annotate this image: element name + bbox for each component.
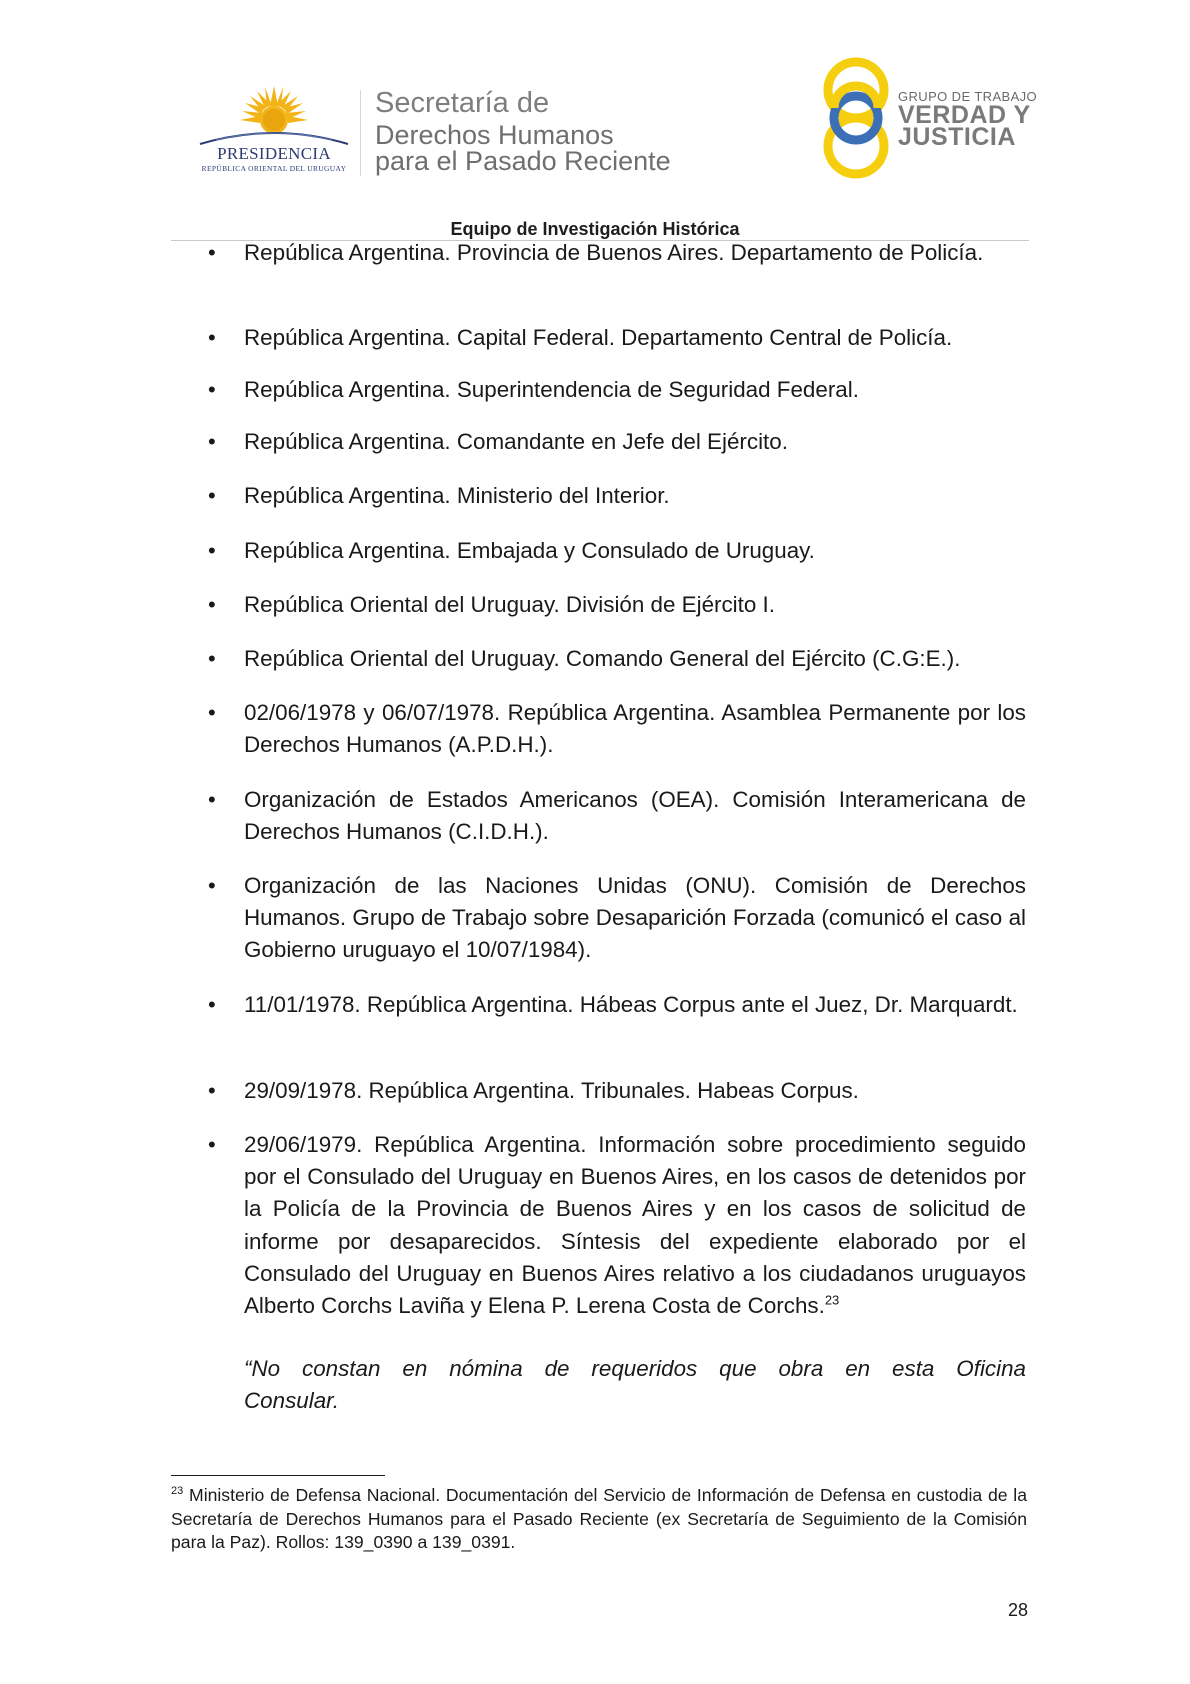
presidencia-label: PRESIDENCIA bbox=[217, 144, 331, 163]
list-item-text: Organización de Estados Americanos (OEA). Comisión Interamericana de Derechos Humanos (C.I.D.H.). bbox=[244, 787, 1026, 845]
justicia-label: JUSTICIA bbox=[898, 123, 1016, 151]
secretaria-subtitle-2: para el Pasado Reciente bbox=[375, 146, 671, 176]
list-item-text: República Argentina. Comandante en Jefe del Ejército. bbox=[244, 429, 788, 454]
list-item-text: República Argentina. Superintendencia de Seguridad Federal. bbox=[244, 377, 859, 402]
footnote bbox=[171, 1484, 1027, 1555]
presidencia-sublabel: REPÚBLICA ORIENTAL DEL URUGUAY bbox=[201, 164, 347, 173]
bullet: • bbox=[208, 240, 216, 265]
bullet: • bbox=[208, 325, 216, 350]
verdad-label: VERDAD Y bbox=[898, 101, 1031, 129]
bullet: • bbox=[208, 538, 216, 563]
list-item-text: República Argentina. Embajada y Consulado de Uruguay. bbox=[244, 538, 815, 563]
bullet: • bbox=[208, 873, 216, 898]
bullet: • bbox=[208, 787, 216, 812]
list-item-text: República Argentina. Capital Federal. Departamento Central de Policía. bbox=[244, 325, 953, 350]
footnote-number: 23 bbox=[171, 1485, 184, 1498]
bullet: • bbox=[208, 377, 216, 402]
list-item-main-text: 29/06/1979. República Argentina. Información sobre procedimiento seguido por el Consulado del Uruguay en Buenos Aires, en los casos de detenidos por la Policía de la Provincia de Buenos Aires y en los casos de solicitud de informe por desaparecidos. Síntesis del expediente elaborado por el Consulado del Uruguay en Buenos Aires relativo a los ciudadanos uruguayos Alberto Corchs Laviña y Elena P. Lerena Costa de Corchs. bbox=[244, 1132, 1026, 1319]
bullet: • bbox=[208, 646, 216, 671]
list-item-text bbox=[244, 1129, 1026, 1322]
list-item-text: 11/01/1978. República Argentina. Hábeas Corpus ante el Juez, Dr. Marquardt. bbox=[244, 992, 1018, 1017]
list-item-text: República Oriental del Uruguay. Comando General del Ejército (C.G:E.). bbox=[244, 646, 961, 671]
list-item-text: República Oriental del Uruguay. División de Ejército I. bbox=[244, 592, 775, 617]
grupo-trabajo-label: GRUPO DE TRABAJO bbox=[898, 89, 1038, 104]
footnote-rule bbox=[171, 1475, 385, 1476]
secretaria-title: Secretaría de bbox=[375, 87, 550, 119]
bullet: • bbox=[208, 429, 216, 454]
list-item-text: República Argentina. Ministerio del Interior. bbox=[244, 483, 670, 508]
bullet: • bbox=[208, 1078, 216, 1103]
bullet: • bbox=[208, 992, 216, 1017]
list-item-text: Organización de las Naciones Unidas (ONU). Comisión de Derechos Humanos. Grupo de Trabajo sobre Desaparición Forzada (comunicó el caso al Gobierno uruguayo el 10/07/1984). bbox=[244, 873, 1026, 963]
bullet: • bbox=[208, 483, 216, 508]
list-item-text: 02/06/1978 y 06/07/1978. República Argentina. Asamblea Permanente por los Derechos Humanos (A.P.D.H.). bbox=[244, 700, 1026, 758]
footnote-reference[interactable]: 23 bbox=[824, 1292, 840, 1308]
list-item-text: República Argentina. Provincia de Buenos Aires. Departamento de Policía. bbox=[244, 240, 984, 265]
bullet: • bbox=[208, 1132, 216, 1157]
header-divider bbox=[360, 90, 361, 176]
page-number: 28 bbox=[1007, 1600, 1028, 1620]
secretaria-subtitle-1: Derechos Humanos bbox=[375, 120, 614, 150]
bullet: • bbox=[208, 592, 216, 617]
team-heading: Equipo de Investigación Histórica bbox=[450, 219, 740, 239]
quote-line-1: “No constan en nómina de requeridos que obra en esta Oficina bbox=[244, 1356, 1026, 1381]
footnote-text: Ministerio de Defensa Nacional. Documentación del Servicio de Información de Defensa en custodia de la Secretaría de Derechos Humanos para el Pasado Reciente (ex Secretaría de Seguimiento de la Comisión para la Paz). Rollos: 139_0390 a 139_0391. bbox=[171, 1485, 1027, 1552]
bullet: • bbox=[208, 700, 216, 725]
list-item-text: 29/09/1978. República Argentina. Tribunales. Habeas Corpus. bbox=[244, 1078, 859, 1103]
quote-line-2: Consular. bbox=[244, 1388, 339, 1413]
